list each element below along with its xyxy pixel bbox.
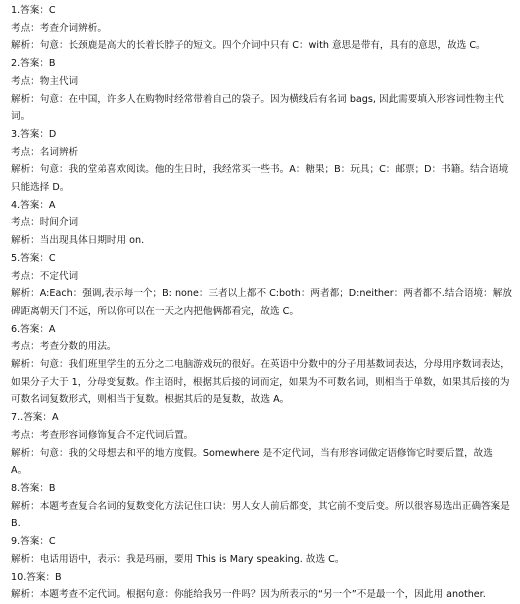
answer-line: 10.答案：B — [11, 571, 62, 583]
exam-point-line: 考点：时间介词 — [11, 217, 79, 229]
answer-line: 8.答案：B — [11, 482, 56, 494]
analysis-line: 解析：A:Each：强调,表示每一个；B: none：三者以上都不 C:both：两者都；D:neither：两者都不.结合语境：解放碑距离朝天门不远，所以你可以在一天之内把他俩都看完，故选 C。 — [11, 288, 512, 317]
exam-point-line: 考点：考查形容词修饰复合不定代词后置。 — [11, 429, 194, 441]
analysis-line: 解析：句意：长颈鹿是高大的长着长脖子的短文。四个介词中只有 C：with 意思是带有，具有的意思，故选 C。 — [11, 40, 486, 52]
answer-line: 1.答案：C — [11, 5, 56, 16]
exam-point-line: 考点：物主代词 — [11, 75, 79, 87]
answer-line: 3.答案：D — [11, 128, 57, 140]
analysis-line: 解析：本题考查不定代词。根据句意：你能给我另一件吗？因为所表示的“另一个”不是最一个，因此用 another. — [11, 589, 486, 601]
exam-point-line: 考点：考查分数的用法。 — [11, 341, 117, 353]
answer-line: 9.答案：C — [11, 536, 56, 548]
exam-point-line: 考点：名词辨析 — [11, 146, 79, 158]
exam-point-line: 考点：考查介词辨析。 — [11, 22, 107, 34]
exam-point-line: 考点：不定代词 — [11, 270, 79, 282]
answer-line: 2.答案：B — [11, 58, 56, 70]
analysis-line: 解析：当出现具体日期时用 on. — [11, 235, 145, 247]
analysis-line: 解析：电话用语中，表示：我是玛丽，要用 This is Mary speaking. 故选 C。 — [11, 553, 345, 565]
analysis-line: 解析：句意：在中国，许多人在购物时经常带着自己的袋子。因为横线后有名词 bags, 因此需要填入形容词性物主代词。 — [11, 93, 504, 123]
analysis-line: 解析：句意：我的父母想去和平的地方度假。Somewhere 是不定代词，当有形容词做定语修饰它时要后置，故选 A。 — [11, 447, 493, 477]
analysis-line: 解析：本题考查复合名词的复数变化方法记住口诀：男人女人前后都变，其它前不变后变。所以很容易选出正确答案是 B. — [11, 500, 510, 530]
answer-line: 6.答案：A — [11, 323, 56, 335]
analysis-line: 解析：句意：我的堂弟喜欢阅读。他的生日时，我经常买一些书。A：糖果；B：玩具；C：邮票；D：书籍。结合语境只能选择 D。 — [11, 164, 509, 194]
answer-line: 5.答案：C — [11, 252, 56, 264]
answer-line: 7..答案：A — [11, 412, 59, 424]
analysis-line: 解析：句意：我们班里学生的五分之二电脑游戏玩的很好。在英语中分数中的分子用基数词表达，分母用序数词表达，如果分子大于 1，分母变复数。作主语时，根据其后接的词而定，如果为不可数名词，则相当于单数，如果其后接的为可数名词复数形式，则相当于复数。根据其后的是复数，故选 A。 — [11, 359, 510, 406]
answer-line: 4.答案：A — [11, 199, 56, 211]
